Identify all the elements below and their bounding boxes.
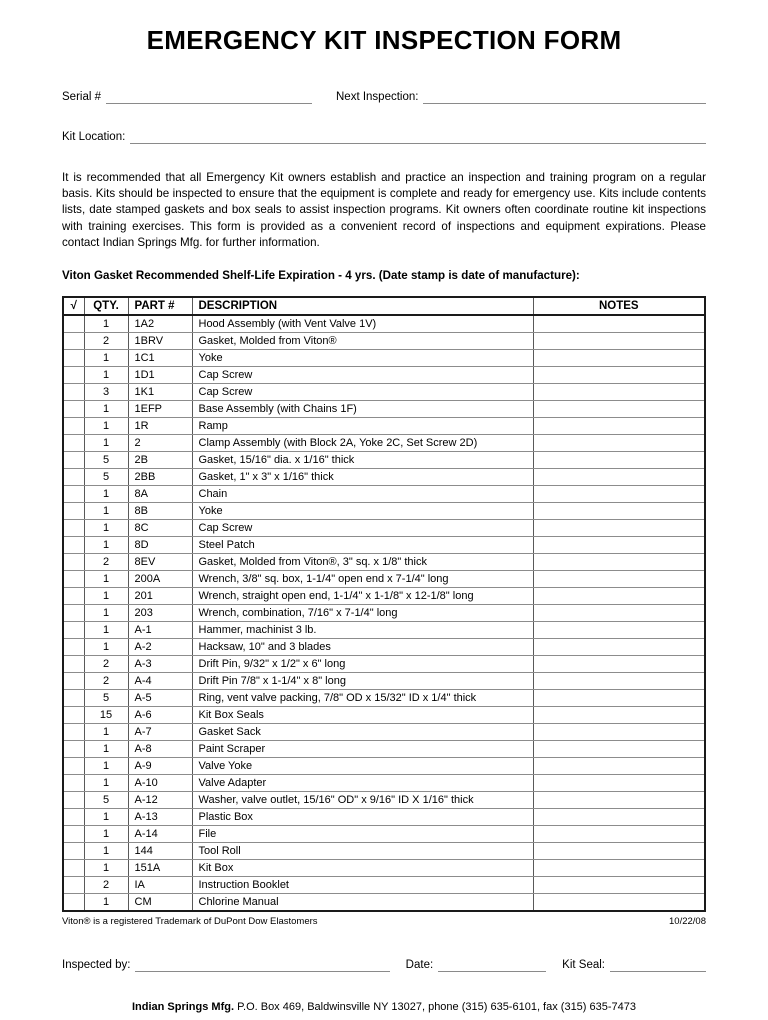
cell-description: Gasket, Molded from Viton®, 3" sq. x 1/8" thick [192, 553, 533, 570]
table-row [63, 604, 705, 621]
trademark-row [0, 916, 768, 928]
cell-description: Cap Screw [192, 383, 533, 400]
cell-notes[interactable] [533, 485, 705, 502]
cell-description: Wrench, straight open end, 1-1/4" x 1-1/8" x 12-1/8" long [192, 587, 533, 604]
cell-check[interactable] [63, 570, 84, 587]
cell-notes[interactable] [533, 587, 705, 604]
cell-notes[interactable] [533, 621, 705, 638]
footer-contact-line [0, 1000, 768, 1014]
cell-part-number: 1C1 [128, 349, 192, 366]
cell-description: Chlorine Manual [192, 893, 533, 911]
cell-check[interactable] [63, 519, 84, 536]
cell-part-number: 203 [128, 604, 192, 621]
cell-notes[interactable] [533, 740, 705, 757]
cell-notes[interactable] [533, 689, 705, 706]
column-header-qty: QTY. [84, 297, 128, 315]
cell-check[interactable] [63, 366, 84, 383]
cell-description: Wrench, combination, 7/16" x 7-1/4" long [192, 604, 533, 621]
shelf-life-note: Viton Gasket Recommended Shelf-Life Expiration - 4 yrs. (Date stamp is date of manufacture): [62, 268, 580, 282]
cell-description: Gasket, 15/16" dia. x 1/16" thick [192, 451, 533, 468]
cell-part-number: A-9 [128, 757, 192, 774]
table-row [63, 638, 705, 655]
table-row [63, 706, 705, 723]
table-row [63, 485, 705, 502]
cell-part-number: IA [128, 876, 192, 893]
cell-description: Valve Yoke [192, 757, 533, 774]
cell-part-number: 8D [128, 536, 192, 553]
table-row [63, 536, 705, 553]
cell-description: Cap Screw [192, 366, 533, 383]
cell-qty: 5 [84, 791, 128, 808]
table-row [63, 621, 705, 638]
cell-qty: 1 [84, 604, 128, 621]
cell-part-number: A-12 [128, 791, 192, 808]
cell-part-number: 2 [128, 434, 192, 451]
trademark-notice: Viton® is a registered Trademark of DuPont Dow Elastomers [62, 915, 318, 927]
cell-check[interactable] [63, 434, 84, 451]
signoff-row [0, 959, 768, 972]
cell-check[interactable] [63, 638, 84, 655]
kit-location-row [0, 131, 768, 144]
table-row [63, 570, 705, 587]
serial-number-input[interactable] [106, 92, 312, 104]
serial-and-next-inspection-row [0, 91, 768, 104]
cell-check[interactable] [63, 825, 84, 842]
cell-check[interactable] [63, 808, 84, 825]
table-row [63, 366, 705, 383]
cell-check[interactable] [63, 655, 84, 672]
cell-check[interactable] [63, 349, 84, 366]
cell-notes[interactable] [533, 502, 705, 519]
cell-notes[interactable] [533, 570, 705, 587]
cell-qty: 1 [84, 621, 128, 638]
cell-description: Hammer, machinist 3 lb. [192, 621, 533, 638]
cell-description: Gasket, Molded from Viton® [192, 332, 533, 349]
cell-description: Clamp Assembly (with Block 2A, Yoke 2C, Set Screw 2D) [192, 434, 533, 451]
cell-notes[interactable] [533, 638, 705, 655]
cell-notes[interactable] [533, 536, 705, 553]
cell-part-number: A-8 [128, 740, 192, 757]
table-row [63, 893, 705, 911]
cell-check[interactable] [63, 536, 84, 553]
cell-qty: 1 [84, 740, 128, 757]
kit-seal-label: Kit Seal: [562, 958, 605, 971]
cell-notes[interactable] [533, 315, 705, 333]
cell-qty: 1 [84, 893, 128, 911]
cell-notes[interactable] [533, 774, 705, 791]
cell-part-number: A-4 [128, 672, 192, 689]
cell-part-number: 1BRV [128, 332, 192, 349]
cell-qty: 1 [84, 519, 128, 536]
contents-table-container [0, 296, 768, 912]
cell-notes[interactable] [533, 468, 705, 485]
cell-description: Base Assembly (with Chains 1F) [192, 400, 533, 417]
cell-check[interactable] [63, 315, 84, 333]
cell-qty: 1 [84, 638, 128, 655]
cell-qty: 1 [84, 502, 128, 519]
column-header-part-number: PART # [128, 297, 192, 315]
column-header-check: √ [63, 297, 84, 315]
cell-notes[interactable] [533, 876, 705, 893]
cell-description: Drift Pin 7/8" x 1-1/4" x 8" long [192, 672, 533, 689]
cell-notes[interactable] [533, 825, 705, 842]
cell-description: Steel Patch [192, 536, 533, 553]
table-row [63, 774, 705, 791]
cell-notes[interactable] [533, 859, 705, 876]
cell-check[interactable] [63, 876, 84, 893]
next-inspection-label: Next Inspection: [336, 90, 419, 103]
cell-part-number: A-7 [128, 723, 192, 740]
cell-description: Kit Box [192, 859, 533, 876]
revision-date: 10/22/08 [669, 915, 706, 927]
cell-notes[interactable] [533, 434, 705, 451]
cell-description: Plastic Box [192, 808, 533, 825]
cell-part-number: A-1 [128, 621, 192, 638]
cell-check[interactable] [63, 553, 84, 570]
cell-description: Cap Screw [192, 519, 533, 536]
cell-check[interactable] [63, 451, 84, 468]
next-inspection-input[interactable] [423, 92, 706, 104]
table-row [63, 519, 705, 536]
table-row [63, 468, 705, 485]
cell-notes[interactable] [533, 808, 705, 825]
cell-description: Wrench, 3/8" sq. box, 1-1/4" open end x 7-1/4" long [192, 570, 533, 587]
kit-seal-input[interactable] [610, 960, 706, 972]
cell-part-number: A-10 [128, 774, 192, 791]
cell-check[interactable] [63, 587, 84, 604]
table-row [63, 757, 705, 774]
cell-check[interactable] [63, 842, 84, 859]
cell-check[interactable] [63, 383, 84, 400]
cell-notes[interactable] [533, 349, 705, 366]
table-row [63, 587, 705, 604]
table-row [63, 315, 705, 333]
cell-description: Yoke [192, 502, 533, 519]
table-row [63, 842, 705, 859]
cell-qty: 1 [84, 485, 128, 502]
cell-part-number: 1A2 [128, 315, 192, 333]
cell-description: Ramp [192, 417, 533, 434]
cell-notes[interactable] [533, 791, 705, 808]
column-header-notes: NOTES [533, 297, 705, 315]
table-row [63, 332, 705, 349]
page-title: EMERGENCY KIT INSPECTION FORM [146, 25, 622, 55]
cell-notes[interactable] [533, 842, 705, 859]
table-row [63, 383, 705, 400]
cell-part-number: A-6 [128, 706, 192, 723]
cell-part-number: A-13 [128, 808, 192, 825]
table-row [63, 672, 705, 689]
cell-description: Instruction Booklet [192, 876, 533, 893]
kit-contents-table [62, 296, 706, 912]
cell-description: Chain [192, 485, 533, 502]
inspection-date-input[interactable] [438, 960, 546, 972]
cell-notes[interactable] [533, 451, 705, 468]
cell-part-number: A-2 [128, 638, 192, 655]
cell-notes[interactable] [533, 366, 705, 383]
cell-description: Hacksaw, 10" and 3 blades [192, 638, 533, 655]
cell-qty: 5 [84, 689, 128, 706]
form-page [0, 26, 768, 1020]
cell-check[interactable] [63, 689, 84, 706]
table-row [63, 859, 705, 876]
cell-check[interactable] [63, 485, 84, 502]
cell-qty: 1 [84, 825, 128, 842]
cell-check[interactable] [63, 706, 84, 723]
cell-description: Hood Assembly (with Vent Valve 1V) [192, 315, 533, 333]
cell-notes[interactable] [533, 672, 705, 689]
inspection-date-label: Date: [405, 958, 434, 971]
cell-qty: 2 [84, 655, 128, 672]
table-header [63, 297, 705, 315]
cell-check[interactable] [63, 672, 84, 689]
table-row [63, 451, 705, 468]
cell-description: Washer, valve outlet, 15/16" OD" x 9/16" ID X 1/16" thick [192, 791, 533, 808]
table-row [63, 417, 705, 434]
cell-part-number: 8EV [128, 553, 192, 570]
table-row [63, 502, 705, 519]
cell-qty: 15 [84, 706, 128, 723]
cell-notes[interactable] [533, 519, 705, 536]
cell-qty: 1 [84, 808, 128, 825]
kit-location-label: Kit Location: [62, 130, 126, 143]
cell-check[interactable] [63, 332, 84, 349]
inspected-by-input[interactable] [135, 960, 389, 972]
table-row [63, 808, 705, 825]
cell-qty: 2 [84, 332, 128, 349]
cell-part-number: A-14 [128, 825, 192, 842]
cell-check[interactable] [63, 757, 84, 774]
cell-qty: 2 [84, 876, 128, 893]
table-row [63, 791, 705, 808]
cell-part-number: CM [128, 893, 192, 911]
column-header-description: DESCRIPTION [192, 297, 533, 315]
table-row [63, 434, 705, 451]
cell-qty: 1 [84, 859, 128, 876]
table-row [63, 825, 705, 842]
cell-check[interactable] [63, 774, 84, 791]
cell-description: Ring, vent valve packing, 7/8" OD x 15/32" ID x 1/4" thick [192, 689, 533, 706]
cell-notes[interactable] [533, 400, 705, 417]
cell-qty: 1 [84, 315, 128, 333]
cell-check[interactable] [63, 893, 84, 911]
cell-qty: 1 [84, 757, 128, 774]
cell-check[interactable] [63, 740, 84, 757]
cell-part-number: 8A [128, 485, 192, 502]
cell-qty: 1 [84, 774, 128, 791]
table-row [63, 689, 705, 706]
table-row [63, 740, 705, 757]
cell-check[interactable] [63, 468, 84, 485]
cell-qty: 1 [84, 570, 128, 587]
cell-check[interactable] [63, 859, 84, 876]
table-row [63, 876, 705, 893]
table-row [63, 723, 705, 740]
cell-qty: 5 [84, 451, 128, 468]
cell-qty: 2 [84, 672, 128, 689]
table-row [63, 400, 705, 417]
cell-description: Kit Box Seals [192, 706, 533, 723]
cell-notes[interactable] [533, 553, 705, 570]
table-row [63, 553, 705, 570]
serial-number-label: Serial # [62, 90, 101, 103]
cell-description: Gasket, 1" x 3" x 1/16" thick [192, 468, 533, 485]
intro-paragraph: It is recommended that all Emergency Kit owners establish and practice an inspection and training program on a regular basis. Kits should be inspected to ensure that the equipment is complete and ready for emergency use. Kits include contents lists, date stamped gaskets and box seals to assist inspection programs. Kit owners often coordinate routine kit inspections with training exercises. This form is provided as a convenient record of inspections and equipment expirations. Please contact Indian Springs Mfg. for further information. [62, 170, 706, 250]
cell-qty: 2 [84, 553, 128, 570]
cell-notes[interactable] [533, 417, 705, 434]
cell-check[interactable] [63, 791, 84, 808]
cell-description: Yoke [192, 349, 533, 366]
table-header-row [63, 297, 705, 315]
cell-part-number: 1K1 [128, 383, 192, 400]
cell-notes[interactable] [533, 893, 705, 911]
cell-part-number: 1R [128, 417, 192, 434]
cell-notes[interactable] [533, 332, 705, 349]
cell-part-number: 151A [128, 859, 192, 876]
cell-part-number: 144 [128, 842, 192, 859]
cell-check[interactable] [63, 502, 84, 519]
cell-check[interactable] [63, 723, 84, 740]
cell-description: File [192, 825, 533, 842]
company-name: Indian Springs Mfg. [131, 1000, 235, 1013]
cell-notes[interactable] [533, 383, 705, 400]
cell-qty: 3 [84, 383, 128, 400]
cell-notes[interactable] [533, 706, 705, 723]
cell-part-number: 8C [128, 519, 192, 536]
cell-part-number: 2B [128, 451, 192, 468]
cell-notes[interactable] [533, 655, 705, 672]
cell-notes[interactable] [533, 604, 705, 621]
cell-description: Drift Pin, 9/32" x 1/2" x 6" long [192, 655, 533, 672]
cell-part-number: 8B [128, 502, 192, 519]
company-address: P.O. Box 469, Baldwinsville NY 13027, phone (315) 635-6101, fax (315) 635-7473 [234, 1000, 637, 1013]
cell-check[interactable] [63, 417, 84, 434]
cell-description: Gasket Sack [192, 723, 533, 740]
table-row [63, 655, 705, 672]
cell-description: Paint Scraper [192, 740, 533, 757]
cell-part-number: 1EFP [128, 400, 192, 417]
cell-check[interactable] [63, 604, 84, 621]
cell-qty: 1 [84, 366, 128, 383]
cell-check[interactable] [63, 400, 84, 417]
cell-part-number: 2BB [128, 468, 192, 485]
cell-qty: 1 [84, 417, 128, 434]
cell-part-number: 201 [128, 587, 192, 604]
cell-qty: 1 [84, 842, 128, 859]
inspected-by-label: Inspected by: [62, 958, 131, 971]
cell-qty: 1 [84, 587, 128, 604]
table-row [63, 349, 705, 366]
cell-qty: 1 [84, 400, 128, 417]
cell-qty: 5 [84, 468, 128, 485]
cell-notes[interactable] [533, 757, 705, 774]
table-body [63, 315, 705, 911]
cell-qty: 1 [84, 434, 128, 451]
kit-location-input[interactable] [130, 132, 706, 144]
cell-part-number: A-5 [128, 689, 192, 706]
cell-part-number: A-3 [128, 655, 192, 672]
cell-description: Valve Adapter [192, 774, 533, 791]
cell-part-number: 200A [128, 570, 192, 587]
cell-part-number: 1D1 [128, 366, 192, 383]
cell-qty: 1 [84, 349, 128, 366]
cell-description: Tool Roll [192, 842, 533, 859]
cell-check[interactable] [63, 621, 84, 638]
cell-qty: 1 [84, 723, 128, 740]
cell-qty: 1 [84, 536, 128, 553]
cell-notes[interactable] [533, 723, 705, 740]
